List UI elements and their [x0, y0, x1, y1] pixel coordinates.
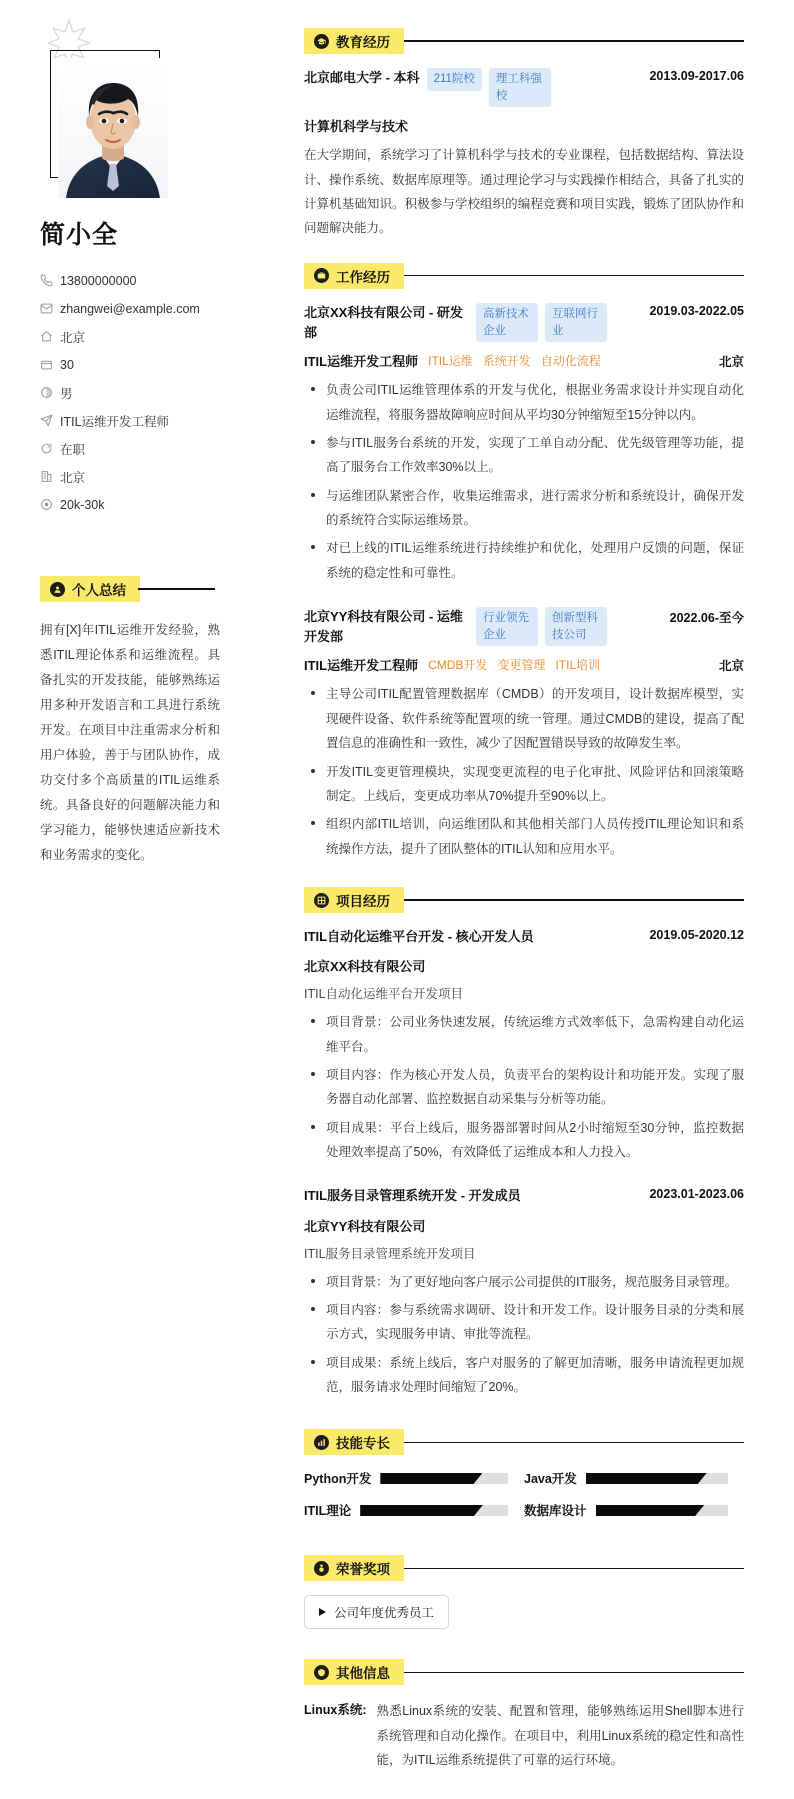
section-header-project — [304, 887, 744, 913]
sidebar — [0, 0, 290, 1799]
home-icon — [40, 330, 60, 343]
user-icon — [50, 582, 65, 597]
project-date: 2023.01-2023.06 — [649, 1187, 744, 1202]
skill-bar-fill — [380, 1473, 482, 1484]
skills-badge — [304, 1429, 404, 1455]
section-project — [304, 887, 744, 1399]
skill-bar — [380, 1473, 508, 1484]
contact-value: ITIL运维开发工程师 — [60, 414, 170, 429]
education-description: 在大学期间，系统学习了计算机科学与技术的专业课程，包括数据结构、算法设计、操作系统、数据库原理等。通过理论学习与实践操作相结合，具备了扎实的计算机基础知识。积极参与学校组织的编程竞赛和项目实践，锻炼了团队协作和问题解决能力。 — [304, 148, 744, 236]
list-item: 项目成果：平台上线后，服务器部署时间从2小时缩短至30分钟，监控数据处理效率提高了50%，有效降低了运维成本和人力投入。 — [304, 1116, 744, 1165]
briefcase-icon — [314, 268, 329, 283]
contact-value: 30 — [60, 357, 74, 372]
section-header-summary — [40, 576, 215, 602]
mail-icon — [40, 302, 60, 315]
contact-item-status — [40, 437, 290, 460]
role-tag: 系统开发 — [482, 354, 531, 369]
page-title: 简小全 — [40, 221, 119, 249]
skill-bar — [360, 1505, 508, 1516]
contact-item-salary — [40, 493, 290, 516]
section-title: 个人总结 — [72, 583, 126, 598]
calendar-icon — [40, 358, 60, 371]
skill-bar-fill — [586, 1473, 707, 1484]
list-item: 项目内容：参与系统需求调研、设计和开发工作。设计服务目录的分类和展示方式，实现服务申请、审批等流程。 — [304, 1298, 744, 1347]
work-city: 北京 — [718, 658, 744, 673]
summary-badge — [40, 576, 140, 602]
section-education — [304, 28, 744, 241]
work-bullets — [304, 378, 744, 585]
work-role-row — [304, 655, 744, 674]
info-icon — [314, 1665, 329, 1680]
skill-bar-fill — [596, 1505, 705, 1516]
work-entry-header — [304, 303, 744, 343]
project-bullets — [304, 1270, 744, 1400]
contact-item-workcity — [40, 465, 290, 488]
project-badge — [304, 887, 404, 913]
avatar — [58, 58, 168, 198]
section-header-work — [304, 263, 744, 289]
section-title: 荣誉奖项 — [336, 1562, 390, 1578]
project-bullets — [304, 1010, 744, 1164]
work-bullets — [304, 682, 744, 861]
header-rule — [404, 40, 744, 41]
section-title: 技能专长 — [336, 1436, 390, 1452]
education-entry-header — [304, 68, 744, 107]
contact-item-gender — [40, 381, 290, 404]
role-tag: CMDB开发 — [428, 658, 488, 673]
section-header-skills — [304, 1429, 744, 1455]
role-tag: ITIL培训 — [555, 658, 601, 673]
list-item: 组织内部ITIL培训，向运维团队和其他相关部门人员传授ITIL理论知识和系统操作方法，提升了团队整体的ITIL认知和应用水平。 — [304, 812, 744, 861]
role-tag: ITIL运维 — [428, 354, 473, 369]
job-title: ITIL运维开发工程师 — [304, 354, 419, 370]
contact-value: 20k-30k — [60, 497, 105, 512]
company-tag: 创新型科技公司 — [545, 607, 607, 646]
contact-value: 北京 — [60, 330, 86, 345]
header-rule — [404, 1672, 744, 1673]
contact-item-age — [40, 353, 290, 376]
contact-value: 13800000000 — [60, 273, 137, 288]
section-title: 工作经历 — [336, 269, 390, 285]
project-company: 北京YY科技有限公司 — [304, 1218, 426, 1234]
skill-label: Python开发 — [304, 1472, 372, 1487]
company-name: 北京YY科技有限公司 - 运维开发部 — [304, 609, 463, 645]
section-title: 教育经历 — [336, 35, 390, 50]
work-date: 2019.03-2022.05 — [649, 303, 744, 318]
contact-item-location — [40, 325, 290, 348]
role-tag: 自动化流程 — [540, 354, 601, 369]
project-title: ITIL服务目录管理系统开发 - 开发成员 — [304, 1188, 521, 1204]
work-role-row — [304, 351, 744, 370]
phone-icon — [40, 274, 60, 287]
other-info-row — [304, 1699, 744, 1772]
honors-badge — [304, 1555, 404, 1581]
play-triangle-icon — [319, 1608, 326, 1616]
skill-label: Java开发 — [524, 1472, 577, 1487]
honor-label: 公司年度优秀员工 — [334, 1606, 435, 1621]
project-title: ITIL自动化运维平台开发 - 核心开发人员 — [304, 929, 534, 945]
project-entry-header — [304, 1186, 744, 1206]
skill-item — [304, 1469, 524, 1487]
education-major: 计算机科学与技术 — [304, 119, 409, 135]
school-name: 北京邮电大学 - 本科 — [304, 70, 420, 85]
honor-item[interactable] — [304, 1595, 449, 1629]
school-tag: 211院校 — [427, 68, 482, 91]
list-item: 项目背景：为了更好地向客户展示公司提供的IT服务，规范服务目录管理。 — [304, 1270, 744, 1294]
list-item: 负责公司ITIL运维管理体系的开发与优化，根据业务需求设计并实现自动化运维流程，将服务器故障响应时间从平均30分钟缩短至15分钟以内。 — [304, 378, 744, 427]
gender-icon — [40, 386, 60, 399]
list-item: 主导公司ITIL配置管理数据库（CMDB）的开发项目，设计数据库模型，实现硬件设备、软件系统等配置项的统一管理。通过CMDB的建设，提高了配置信息的准确性和一致性，减少了因配置错误导致的故障发生率。 — [304, 682, 744, 755]
list-item: 开发ITIL变更管理模块，实现变更流程的电子化审批、风险评估和回滚策略制定。上线后，变更成功率从70%提升至90%以上。 — [304, 760, 744, 809]
status-icon — [40, 442, 60, 455]
contact-list — [40, 269, 290, 516]
building-icon — [40, 470, 60, 483]
work-entry — [304, 607, 744, 861]
header-rule — [404, 1442, 744, 1443]
education-date: 2013.09-2017.06 — [649, 69, 744, 83]
header-rule — [404, 275, 744, 276]
honor-list — [304, 1595, 744, 1629]
role-tag: 变更管理 — [497, 658, 546, 673]
skill-bar-fill — [360, 1505, 483, 1516]
work-date: 2022.06-至今 — [669, 611, 744, 626]
list-item: 项目成果：系统上线后，客户对服务的了解更加清晰，服务申请流程更加规范，服务请求处理时间缩短了20%。 — [304, 1351, 744, 1400]
section-honors — [304, 1555, 744, 1629]
section-header-honors — [304, 1555, 744, 1581]
company-tag: 互联网行业 — [545, 303, 607, 342]
grid-icon — [314, 893, 329, 908]
send-icon — [40, 414, 60, 427]
work-company-row — [304, 303, 641, 343]
other-info-text: 熟悉Linux系统的安装、配置和管理，能够熟练运用Shell脚本进行系统管理和自动化操作。在项目中，利用Linux系统的稳定性和高性能，为ITIL运维系统提供了可靠的运行环境。 — [376, 1704, 744, 1768]
skill-bar — [596, 1505, 728, 1516]
header-rule — [404, 899, 744, 900]
project-entry — [304, 927, 744, 1164]
section-header-other — [304, 1659, 744, 1685]
work-badge — [304, 263, 404, 289]
project-entry — [304, 1186, 744, 1399]
salary-icon — [40, 498, 60, 511]
section-skills — [304, 1429, 744, 1533]
work-entry — [304, 303, 744, 585]
graduation-icon — [314, 34, 329, 49]
project-name: ITIL服务目录管理系统开发项目 — [304, 1246, 476, 1261]
header-rule — [138, 588, 215, 589]
contact-item-email — [40, 297, 290, 320]
list-item: 对已上线的ITIL运维系统进行持续维护和优化，处理用户反馈的问题，保证系统的稳定性和可靠性。 — [304, 536, 744, 585]
section-work — [304, 263, 744, 861]
list-item: 参与ITIL服务台系统的开发，实现了工单自动分配、优先级管理等功能，提高了服务台工作效率30%以上。 — [304, 431, 744, 480]
other-badge — [304, 1659, 404, 1685]
contact-item-phone — [40, 269, 290, 292]
work-entry-header — [304, 607, 744, 647]
company-tag: 行业领先企业 — [476, 607, 538, 646]
list-item: 与运维团队紧密合作，收集运维需求，进行需求分析和系统设计，确保开发的系统符合实际运维场景。 — [304, 484, 744, 533]
skill-item — [524, 1501, 744, 1519]
education-badge — [304, 28, 404, 54]
contact-value: zhangwei@example.com — [60, 301, 200, 316]
education-entry — [304, 68, 744, 241]
project-company: 北京XX科技有限公司 — [304, 959, 426, 975]
header-rule — [404, 1568, 744, 1569]
skills-grid — [304, 1469, 744, 1533]
company-name: 北京XX科技有限公司 - 研发部 — [304, 304, 463, 340]
skill-item — [304, 1501, 524, 1519]
project-name: ITIL自动化运维平台开发项目 — [304, 987, 464, 1002]
section-other — [304, 1659, 744, 1772]
other-info-label: Linux系统: — [304, 1703, 367, 1718]
list-item: 项目背景：公司业务快速发展，传统运维方式效率低下，急需构建自动化运维平台。 — [304, 1010, 744, 1059]
photo-block — [0, 0, 290, 205]
section-title: 项目经历 — [336, 894, 390, 910]
skill-item — [524, 1469, 744, 1487]
contact-value: 在职 — [60, 442, 86, 457]
chart-icon — [314, 1435, 329, 1450]
contact-value: 北京 — [60, 470, 86, 485]
school-tag: 理工科强校 — [489, 68, 551, 107]
main-content — [290, 0, 794, 1799]
list-item: 项目内容：作为核心开发人员，负责平台的架构设计和功能开发。实现了服务器自动化部署、监控数据自动采集与分析等功能。 — [304, 1063, 744, 1112]
education-school-row — [304, 68, 641, 107]
skill-label: 数据库设计 — [524, 1504, 587, 1519]
contact-value: 男 — [60, 386, 73, 401]
skill-bar — [586, 1473, 728, 1484]
section-header-education — [304, 28, 744, 54]
project-date: 2019.05-2020.12 — [649, 928, 744, 943]
skill-label: ITIL理论 — [304, 1504, 352, 1519]
contact-item-position — [40, 409, 290, 432]
summary-text: 拥有[X]年ITIL运维开发经验，熟悉ITIL理论体系和运维流程。具备扎实的开发技能，能够熟练运用多种开发语言和工具进行系统开发。在项目中注重需求分析和用户体验，善于与团队协作，成功交付多个高质量的ITIL运维系统。具备良好的问题解决能力和学习能力，能够快速适应新技术和业务需求的变化。 — [40, 623, 220, 862]
company-tag: 高新技术企业 — [476, 303, 538, 342]
project-entry-header — [304, 927, 744, 947]
work-city: 北京 — [718, 354, 744, 369]
job-title: ITIL运维开发工程师 — [304, 658, 419, 674]
work-company-row — [304, 607, 662, 647]
section-title: 其他信息 — [336, 1666, 390, 1682]
medal-icon — [314, 1561, 329, 1576]
